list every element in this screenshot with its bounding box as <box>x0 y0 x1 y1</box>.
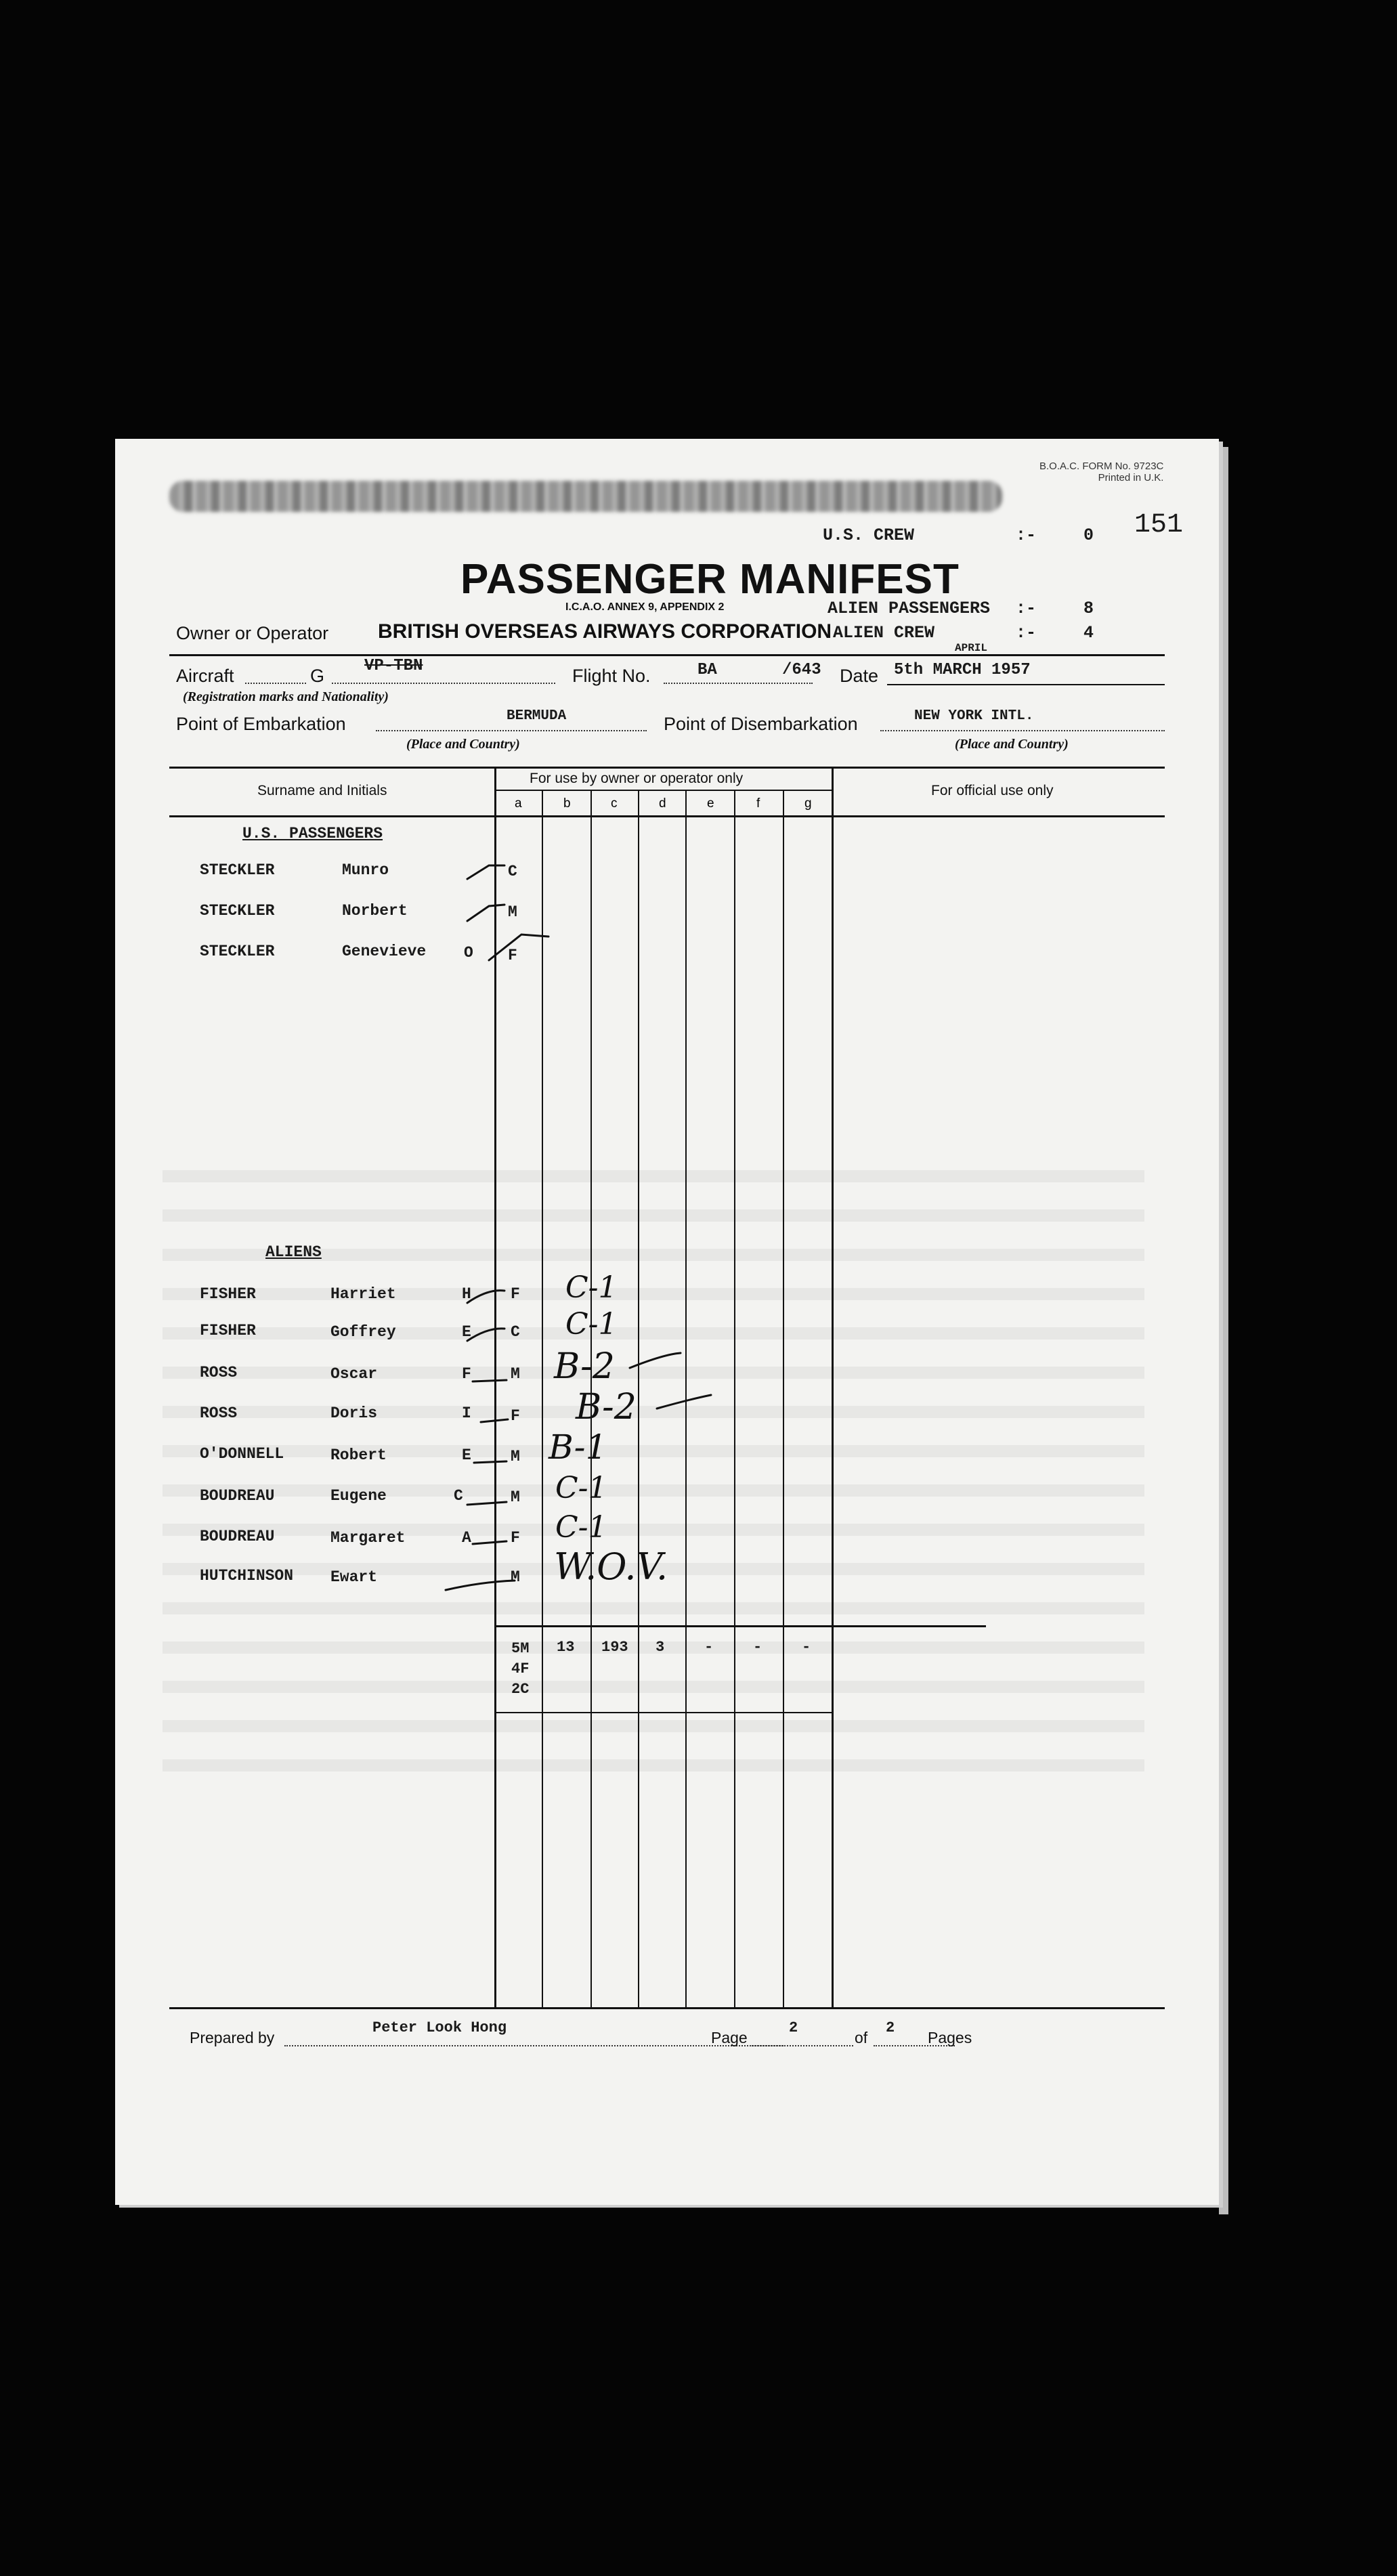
date-value: 5th MARCH 1957 <box>894 661 1031 679</box>
passenger-initial: O <box>464 944 473 962</box>
passenger-initial: H <box>462 1285 471 1303</box>
total-g: - <box>802 1639 811 1656</box>
date-label: Date <box>840 666 879 686</box>
tick-stroke <box>467 905 504 921</box>
count-alien-crew-label: ALIEN CREW <box>833 623 935 643</box>
col-header-d: d <box>659 796 666 811</box>
count-us-crew-sep: :- <box>1016 525 1037 545</box>
owner-value: BRITISH OVERSEAS AIRWAYS CORPORATION <box>378 620 832 643</box>
passenger-surname: STECKLER <box>200 902 275 920</box>
passenger-surname: BOUDREAU <box>200 1487 275 1505</box>
count-alien-passengers-sep: :- <box>1016 599 1037 618</box>
col-header-b: b <box>563 796 571 811</box>
manifest-sheet <box>115 439 1219 2205</box>
handwritten-note: C-1 <box>555 1471 607 1505</box>
tick-stroke <box>473 1380 507 1381</box>
tick-stroke <box>474 1461 507 1463</box>
disembark-place-caption: (Place and Country) <box>955 737 1069 752</box>
passenger-given-name: Oscar <box>330 1365 378 1383</box>
passenger-surname: O'DONNELL <box>200 1445 284 1463</box>
page-label: Page <box>711 2029 748 2046</box>
passenger-initial: E <box>462 1446 471 1464</box>
disembark-label: Point of Disembarkation <box>664 714 858 734</box>
flight-suffix: /643 <box>782 661 821 679</box>
aircraft-value: VP-TBN <box>364 657 423 675</box>
handwritten-note: C-1 <box>565 1270 618 1305</box>
total-children: 2C <box>511 1681 530 1698</box>
tick-stroke <box>467 865 504 879</box>
sheet-number: 151 <box>1134 510 1184 540</box>
printed-in-text: Printed in U.K. <box>1098 472 1164 484</box>
passenger-given-name: Harriet <box>330 1285 396 1303</box>
passenger-initial: I <box>462 1404 471 1422</box>
passenger-surname: HUTCHINSON <box>200 1567 294 1585</box>
date-correction: APRIL <box>955 642 988 654</box>
flight-label: Flight No. <box>572 666 651 686</box>
total-c: 193 <box>601 1639 628 1656</box>
total-a <box>511 1639 529 1700</box>
handwritten-note: B-2 <box>576 1387 637 1427</box>
page-title: PASSENGER MANIFEST <box>460 556 960 603</box>
tick-stroke <box>473 1541 507 1544</box>
passenger-code: F <box>511 1529 520 1547</box>
page-line <box>752 2045 853 2046</box>
total-males: 5M <box>511 1640 530 1657</box>
passenger-code: M <box>511 1365 520 1383</box>
col-header-f: f <box>756 796 760 811</box>
passenger-surname: FISHER <box>200 1322 256 1339</box>
total-b: 13 <box>557 1639 575 1656</box>
disembark-value: NEW YORK INTL. <box>914 708 1034 724</box>
tick-stroke <box>467 1502 507 1505</box>
passenger-given-name: Genevieve <box>342 943 427 960</box>
sheet-edge-shadow <box>1219 447 1228 2214</box>
passenger-given-name: Goffrey <box>330 1323 396 1341</box>
surname-header: Surname and Initials <box>257 783 387 798</box>
of-label: of <box>855 2029 868 2046</box>
count-alien-passengers-value: 8 <box>1083 599 1094 618</box>
tick-stroke <box>630 1353 681 1368</box>
passenger-code: C <box>511 1323 520 1341</box>
rule-totals-top <box>494 1625 986 1627</box>
tick-stroke <box>467 1329 504 1341</box>
passenger-code: M <box>511 1568 520 1586</box>
passenger-given-name: Munro <box>342 861 389 879</box>
embark-value: BERMUDA <box>507 708 567 724</box>
pen-strokes <box>115 439 1219 1658</box>
tick-stroke <box>489 935 549 960</box>
passenger-code: F <box>511 1285 520 1303</box>
tick-stroke <box>481 1419 508 1422</box>
count-us-crew-value: 0 <box>1083 525 1094 545</box>
handwritten-note: B-2 <box>554 1346 615 1387</box>
col-header-e: e <box>707 796 714 811</box>
passenger-given-name: Ewart <box>330 1568 378 1586</box>
handwritten-note: C-1 <box>555 1510 607 1545</box>
total-females: 4F <box>511 1660 530 1677</box>
form-number-text: B.O.A.C. FORM No. 9723C <box>1039 460 1164 472</box>
tick-stroke <box>446 1581 515 1590</box>
tick-stroke <box>467 1291 504 1303</box>
page-value: 2 <box>789 2019 798 2036</box>
official-use-header: For official use only <box>931 783 1054 798</box>
passenger-surname: BOUDREAU <box>200 1528 275 1545</box>
passenger-surname: STECKLER <box>200 943 275 960</box>
passenger-initial: F <box>462 1365 471 1383</box>
passenger-given-name: Norbert <box>342 902 408 920</box>
rule-totals-bottom <box>494 1712 832 1713</box>
passenger-surname: FISHER <box>200 1285 256 1303</box>
passenger-given-name: Doris <box>330 1404 378 1422</box>
passenger-surname: STECKLER <box>200 861 275 879</box>
owner-use-header: For use by owner or operator only <box>530 771 744 786</box>
total-e: - <box>704 1639 714 1656</box>
passenger-code: M <box>511 1488 520 1506</box>
passenger-code: F <box>511 1407 520 1425</box>
passenger-code: M <box>511 1448 520 1465</box>
passenger-given-name: Robert <box>330 1446 387 1464</box>
handwritten-note: C-1 <box>565 1307 618 1341</box>
total-f: - <box>753 1639 762 1656</box>
aliens-heading: ALIENS <box>265 1243 322 1261</box>
prepared-by-label: Prepared by <box>190 2029 275 2046</box>
pages-label: Pages <box>928 2029 972 2046</box>
total-d: 3 <box>655 1639 665 1656</box>
registration-caption: (Registration marks and Nationality) <box>183 689 389 704</box>
count-alien-crew-value: 4 <box>1083 623 1094 643</box>
aircraft-label: Aircraft <box>176 666 234 686</box>
prepared-by-line <box>284 2045 786 2046</box>
flight-value: BA <box>697 661 717 679</box>
embark-label: Point of Embarkation <box>176 714 346 734</box>
annex-caption: I.C.A.O. ANNEX 9, APPENDIX 2 <box>565 601 725 613</box>
passenger-code: M <box>508 903 517 921</box>
count-alien-passengers-label: ALIEN PASSENGERS <box>828 599 991 618</box>
passenger-given-name: Eugene <box>330 1487 387 1505</box>
col-header-a: a <box>515 796 522 811</box>
passenger-initial: A <box>462 1529 471 1547</box>
passenger-initial: E <box>462 1323 471 1341</box>
aircraft-prefix: G <box>310 666 325 686</box>
passenger-surname: ROSS <box>200 1404 238 1422</box>
tick-stroke <box>657 1395 711 1409</box>
rule-table-bottom <box>169 2007 1165 2009</box>
passenger-initial: C <box>454 1487 463 1505</box>
count-alien-crew-sep: :- <box>1016 623 1037 643</box>
us-passengers-heading: U.S. PASSENGERS <box>242 825 383 842</box>
of-value: 2 <box>886 2019 895 2036</box>
passenger-code: F <box>508 947 517 964</box>
passenger-code: C <box>508 863 517 880</box>
passenger-given-name: Margaret <box>330 1529 406 1547</box>
col-header-g: g <box>804 796 812 811</box>
passenger-surname: ROSS <box>200 1364 238 1381</box>
handwritten-note: B-1 <box>549 1427 607 1467</box>
prepared-by-value: Peter Look Hong <box>372 2019 507 2036</box>
col-header-c: c <box>611 796 618 811</box>
count-us-crew-label: U.S. CREW <box>823 525 915 545</box>
handwritten-note: W.O.V. <box>554 1545 668 1588</box>
embark-place-caption: (Place and Country) <box>406 737 520 752</box>
owner-label: Owner or Operator <box>176 623 329 643</box>
